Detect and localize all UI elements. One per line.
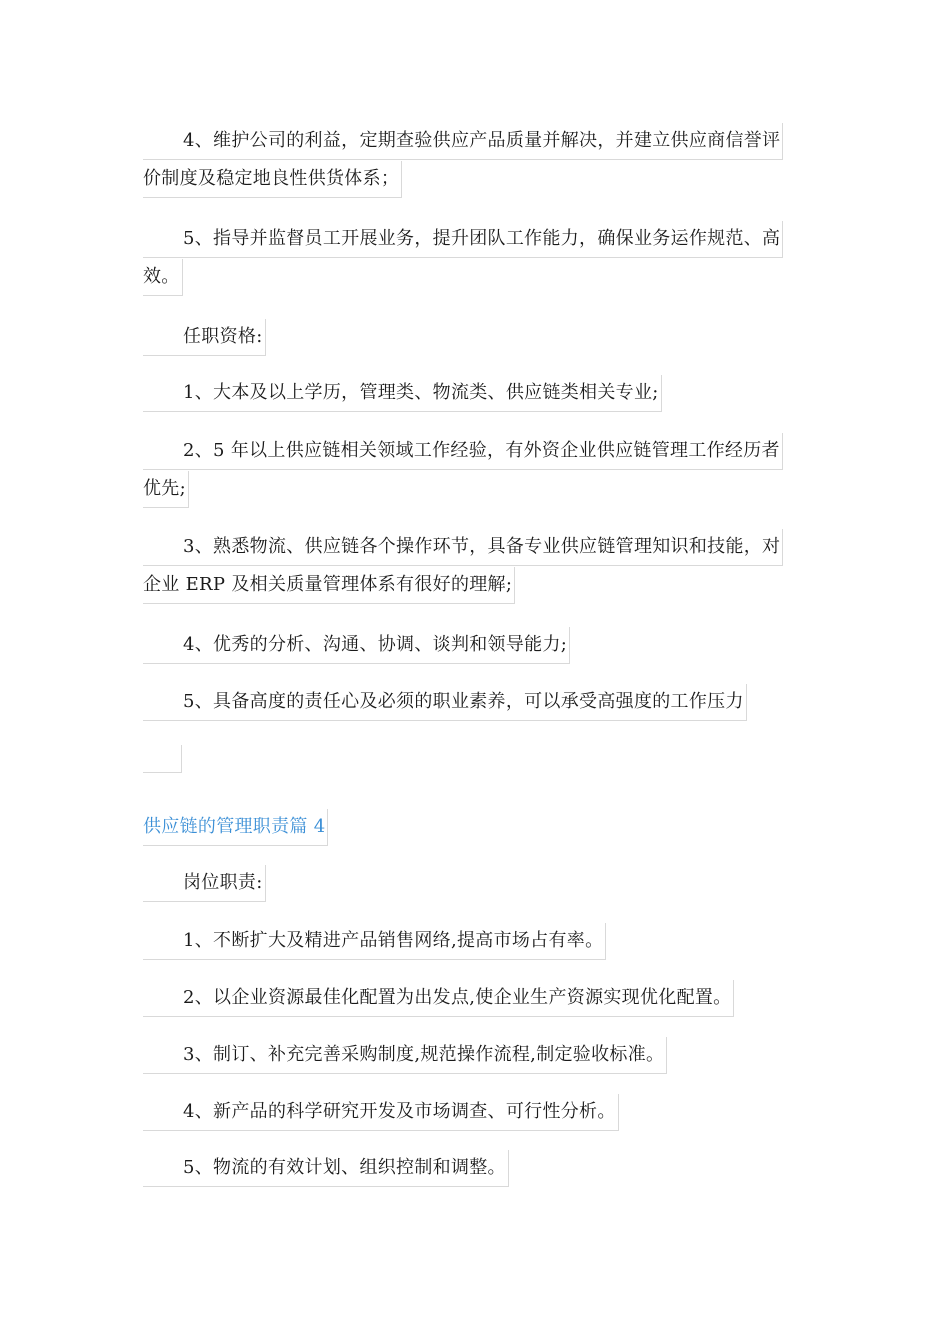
paragraph-qualification-3 <box>143 528 783 604</box>
paragraph-line: 价制度及稳定地良性供货体系； <box>143 161 402 198</box>
paragraph-line: 4、维护公司的利益，定期查验供应产品质量并解决，并建立供应商信誉评 <box>143 123 783 160</box>
paragraph-duty-4 <box>143 122 783 198</box>
paragraph-line: 岗位职责: <box>143 865 266 902</box>
paragraph-duty-5 <box>143 220 783 296</box>
paragraph-line: 2、5 年以上供应链相关领域工作经验，有外资企业供应链管理工作经历者 <box>143 433 783 470</box>
qualifications-label <box>143 318 266 356</box>
paragraph-line: 1、大本及以上学历，管理类、物流类、供应链类相关专业; <box>143 375 662 412</box>
paragraph-responsibility-4 <box>143 1093 619 1131</box>
paragraph-line: 5、具备高度的责任心及必须的职业素养，可以承受高强度的工作压力 <box>143 684 747 721</box>
paragraph-responsibility-2 <box>143 979 734 1017</box>
paragraph-line: 1、不断扩大及精进产品销售网络,提高市场占有率。 <box>143 923 606 960</box>
paragraph-qualification-5 <box>143 683 747 721</box>
paragraph-line: 2、以企业资源最佳化配置为出发点,使企业生产资源实现优化配置。 <box>143 980 734 1017</box>
paragraph-line: 任职资格: <box>143 319 266 356</box>
paragraph-line: 企业 ERP 及相关质量管理体系有很好的理解; <box>143 567 515 604</box>
paragraph-line: 4、优秀的分析、沟通、协调、谈判和领导能力; <box>143 627 570 664</box>
paragraph-line: 5、指导并监督员工开展业务，提升团队工作能力，确保业务运作规范、高 <box>143 221 783 258</box>
paragraph-qualification-2 <box>143 432 783 508</box>
paragraph-line: 3、熟悉物流、供应链各个操作环节，具备专业供应链管理知识和技能，对 <box>143 529 783 566</box>
section-heading-text: 供应链的管理职责篇 4 <box>143 809 328 846</box>
paragraph-responsibility-1 <box>143 922 606 960</box>
paragraph-responsibility-5 <box>143 1149 509 1187</box>
paragraph-line: 效。 <box>143 259 183 296</box>
empty-paragraph <box>143 745 182 773</box>
paragraph-line: 5、物流的有效计划、组织控制和调整。 <box>143 1150 509 1187</box>
paragraph-qualification-1 <box>143 374 662 412</box>
paragraph-qualification-4 <box>143 626 570 664</box>
paragraph-line: 4、新产品的科学研究开发及市场调查、可行性分析。 <box>143 1094 619 1131</box>
paragraph-responsibility-3 <box>143 1036 667 1074</box>
section-heading <box>143 808 328 846</box>
paragraph-line: 3、制订、补充完善采购制度,规范操作流程,制定验收标准。 <box>143 1037 667 1074</box>
responsibilities-label <box>143 864 266 902</box>
paragraph-line: 优先; <box>143 471 189 508</box>
